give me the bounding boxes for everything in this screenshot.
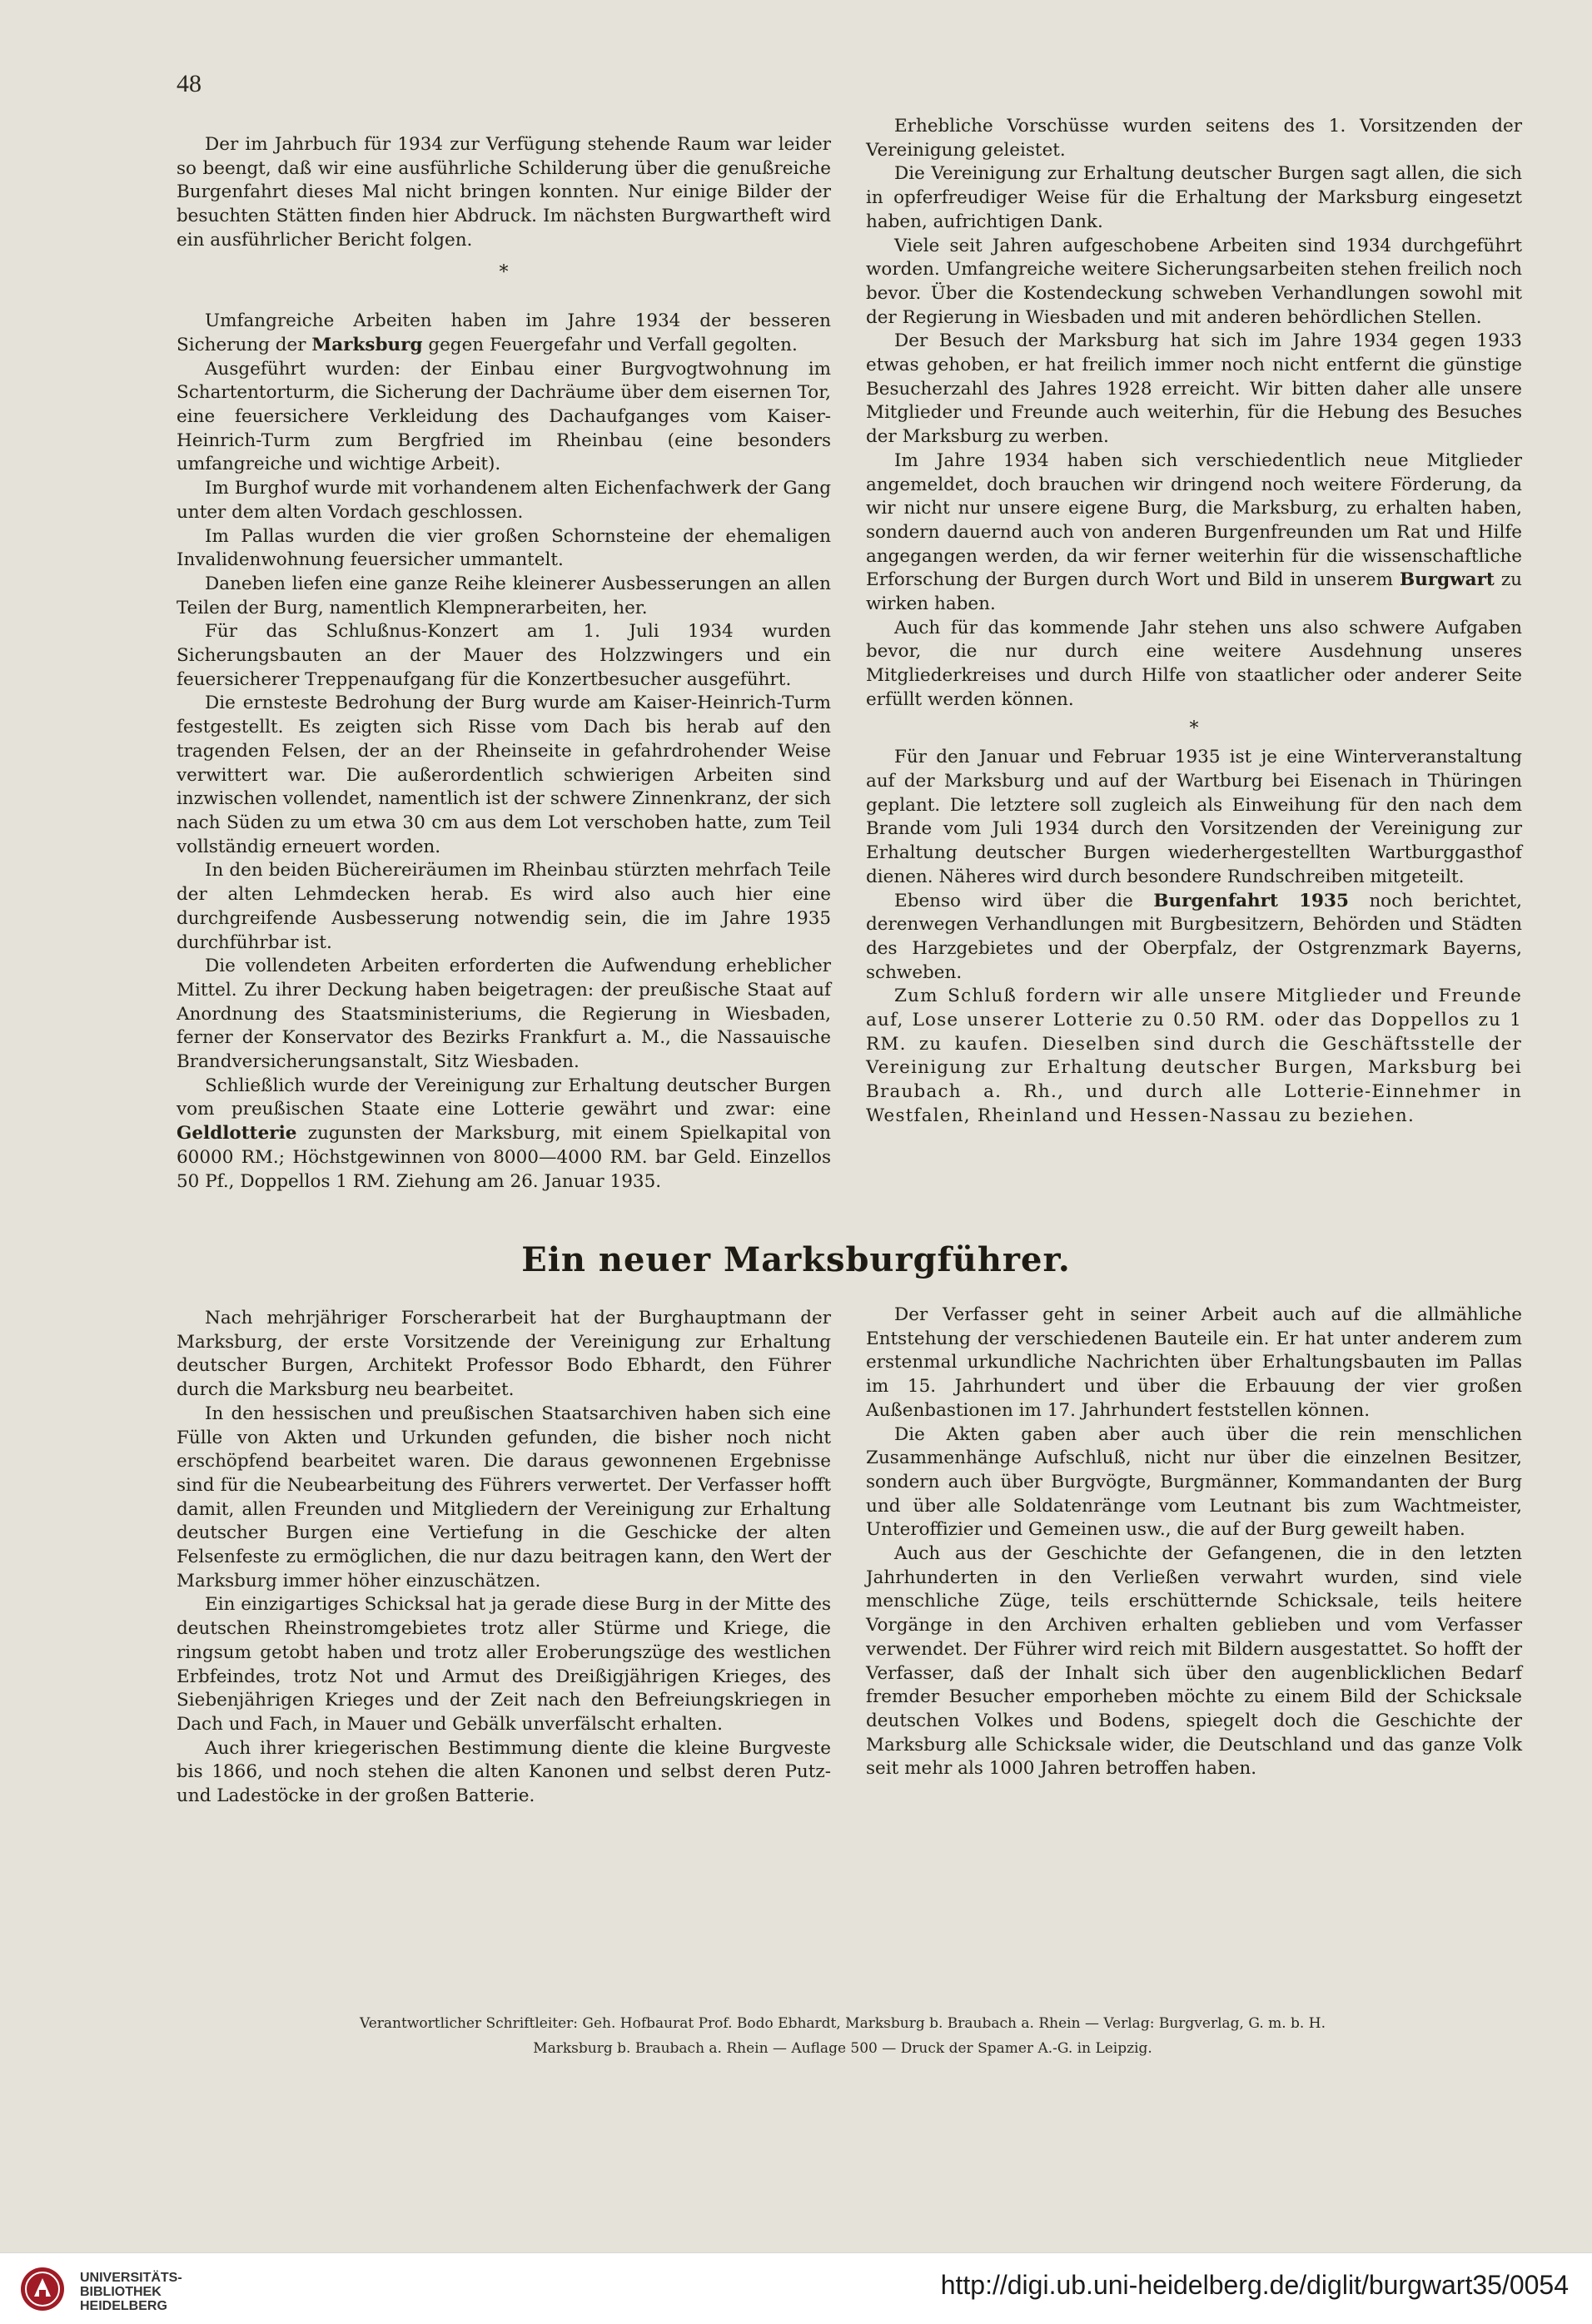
article-right-column [866,1304,1522,1781]
paragraph: Nach mehrjähriger Forscherarbeit hat der Burghauptmann der Marksburg, der erste Vorsitzende der Vereinigung zur Erhaltung deutscher Burgen, Architekt Professor Bodo Ebhardt, den Führer durch die Marksburg neu bearbeitet. [177,1308,831,1401]
paragraph: Viele seit Jahren aufgeschobene Arbeiten sind 1934 durchgeführt worden. Umfangreiche weitere Sicherungsarbeiten stehen freilich noch bevor. Über die Kostendeckung schweben Verhandlungen sowohl mit der Regierung in Wiesbaden und mit anderen behördlichen Stellen. [866,235,1522,328]
paragraph: Auch ihrer kriegerischen Bestimmung diente die kleine Burgveste bis 1866, und noch stehen die alten Kanonen und selbst deren Putz- und Ladestöcke in der großen Batterie. [177,1737,831,1807]
paragraph: Die ernsteste Bedrohung der Burg wurde am Kaiser-Heinrich-Turm festgestellt. Es zeigten sich Risse vom Dach bis herab auf den tragenden Felsen, der an der Rheinseite in gefahrdrohender Weise verwittert war. Die außerordentlich schwierigen Arbeiten sind inzwischen vollendet, namentlich ist der schwere Zinnenkranz, der sich nach Süden zu um etwa 30 cm aus dem Lot verschoben hatte, zum Teil vollständig erneuert worden. [177,693,831,857]
section-divider-star: * [499,261,509,283]
paragraph: Der Verfasser geht in seiner Arbeit auch auf die allmähliche Entstehung der verschiedenen Bauteile ein. Er hat unter anderem zum erstenmal urkundliche Nachrichten über Erhaltungsbauten im Pallas im 15. Jahrhundert und über die Erbauung der vier großen Außenbastionen im 17. Jahrhundert feststellen können. [866,1304,1522,1421]
top-left-column [177,133,831,1194]
paragraph: Erhebliche Vorschüsse wurden seitens des 1. Vorsitzenden der Vereinigung geleistet. [866,116,1522,161]
section-divider-star: * [1189,718,1199,739]
paragraph: In den hessischen und preußischen Staatsarchiven haben sich eine Fülle von Akten und Urkunden gefunden, die bisher noch nicht erschöpfend bearbeitet waren. Die daraus gewonnenen Ergebnisse sind für die Neubearbeitung des Führers verwertet. Der Verfasser hofft damit, allen Freunden und Mitgliedern der Vereinigung zur Erhaltung deutscher Burgen eine Vertiefung in die Geschicke der alten Felsenfeste zu ermöglichen, die nur dazu beitragen kann, den Wert der Marksburg immer höher einzuschätzen. [177,1403,831,1592]
university-seal-icon [20,2267,65,2312]
article-title: Ein neuer Marksburgführer. [521,1240,1071,1279]
library-bar [0,2252,1592,2324]
article-left-column [177,1307,831,1809]
library-name: UNIVERSITÄTS- BIBLIOTHEK HEIDELBERG [80,2271,182,2313]
paragraph: Auch für das kommende Jahr stehen uns also schwere Aufgaben bevor, die nur durch eine weitere Ausdehnung unseres Mitgliederkreises und durch Hilfe von staatlicher oder anderer Seite erfüllt werden können. [866,617,1522,710]
intro-paragraph: Der im Jahrbuch für 1934 zur Verfügung stehende Raum war leider so beengt, daß wir eine ausführliche Schilderung über die genußreiche Burgenfahrt dieses Mal nicht bringen konnten. Nur einige Bilder der besuchten Stätten finden hier Abdruck. Im nächsten Burgwartheft wird ein ausführlicher Bericht folgen. [177,134,831,251]
paragraph: Für den Januar und Februar 1935 ist je eine Winterveranstaltung auf der Marksburg und auf der Wartburg bei Eisenach in Thüringen geplant. Die letztere soll zugleich als Einweihung für den nach dem Brande vom Juli 1934 durch den Vorsitzenden der Vereinigung zur Erhaltung deutscher Burgen wiederhergestellten Wartburggasthof dienen. Näheres wird durch besondere Rundschreiben mitgeteilt. [866,747,1522,887]
paragraph: Die Vereinigung zur Erhaltung deutscher Burgen sagt allen, die sich in opferfreudiger Weise für die Erhaltung der Marksburg eingesetzt haben, aufrichtigen Dank. [866,163,1522,232]
paragraph: Daneben liefen eine ganze Reihe kleinerer Ausbesserungen an allen Teilen der Burg, namentlich Klempnerarbeiten, her. [177,573,831,618]
paragraph: Auch aus der Geschichte der Gefangenen, die in den letzten Jahrhunderten in den Verließen verwahrt wurden, sind viele menschliche Züge, teils erschütternde Schicksale, teils heitere Vorgänge in den Archiven erhalten geblieben und vom Verfasser verwendet. Der Führer wird reich mit Bildern ausgestattet. So hofft der Verfasser, daß der Inhalt sich über den augenblicklichen Bedarf fremder Besucher emporheben möchte zu einem Bild der Schicksale deutschen Volkes und Bodens, spiegelt doch die Geschichte der Marksburg alle Schicksale wider, die Deutschland und das ganze Volk seit mehr als 1000 Jahren betroffen haben. [866,1543,1522,1780]
imprint-line: Verantwortlicher Schriftleiter: Geh. Hofbaurat Prof. Bodo Ebhardt, Marksburg b. Braubach a. Rhein — Verlag: Burgverlag, G. m. b. H. [360,2015,1326,2032]
imprint-footer [177,2013,1509,2063]
paragraph: Für das Schlußnus-Konzert am 1. Juli 1934 wurden Sicherungsbauten an der Mauer des Holzzwingers und ein feuersicherer Treppenaufgang für die Konzertbesucher ausgeführt. [177,621,831,690]
paragraph: Zum Schluß fordern wir alle unsere Mitglieder und Freunde auf, Lose unserer Lotterie zu 0.50 RM. oder das Doppellos zu 1 RM. zu kaufen. Dieselben sind durch die Geschäftsstelle der Vereinigung zur Erhaltung deutscher Burgen, Marksburg bei Braubach a. Rh., und durch alle Lotterie-Einnehmer in Westfalen, Rheinland und Hessen-Nassau zu beziehen. [866,986,1522,1126]
paragraph: Die Akten gaben aber auch über die rein menschlichen Zusammenhänge Aufschluß, nicht nur über die einzelnen Besitzer, sondern auch über Burgvögte, Burgmänner, Kommandanten der Burg und über alle Soldatenränge vom Leutnant bis zum Wachtmeister, Unteroffizier und Gemeinen usw., die auf der Burg geweilt haben. [866,1423,1522,1541]
paragraph: Ausgeführt wurden: der Einbau einer Burgvogtwohnung im Schartentorturm, die Sicherung der Dachräume über dem eisernen Tor, eine feuersichere Verkleidung des Dachaufganges vom Kaiser-Heinrich-Turm zum Bergfried im Rheinbau (eine besonders umfangreiche und wichtige Arbeit). [177,358,831,475]
paragraph: Die vollendeten Arbeiten erforderten die Aufwendung erheblicher Mittel. Zu ihrer Deckung haben beigetragen: der preußische Staat auf Anordnung des Staatsministeriums, die Regierung in Wiesbaden, ferner der Konservator des Bezirks Frankfurt a. M., die Nassauische Brandversicherungsanstalt, Sitz Wiesbaden. [177,956,831,1073]
permalink-url[interactable]: http://digi.ub.uni-heidelberg.de/diglit/burgwart35/0054 [940,2270,1569,2300]
paragraph: Ein einzigartiges Schicksal hat ja gerade diese Burg in der Mitte des deutschen Rheinstromgebietes trotz aller Stürme und Kriege, die ringsum getobt haben und trotz aller Eroberungszüge des westlichen Erbfeindes, trotz Not und Armut des Dreißigjährigen Krieges, des Siebenjährigen Krieges und der Zeit nach den Befreiungskriegen in Dach und Fach, in Mauer und Gebälk unverfälscht erhalten. [177,1594,831,1735]
paragraph: Ebenso wird über die Burgenfahrt 1935 noch berichtet, derenwegen Verhandlungen mit Burgbesitzern, Behörden und Städten des Harzgebietes und der Oberpfalz, der Ostgrenzmark Bayerns, schweben. [866,890,1523,983]
paragraph: Umfangreiche Arbeiten haben im Jahre 1934 der besseren Sicherung der Marksburg gegen Feuergefahr und Verfall gegolten. [177,310,831,355]
imprint-line: Marksburg b. Braubach a. Rhein — Auflage 500 — Druck der Spamer A.-G. in Leipzig. [533,2040,1152,2057]
paragraph: Der Besuch der Marksburg hat sich im Jahre 1934 gegen 1933 etwas gehoben, er hat freilich immer noch nicht entfernt die günstige Besucherzahl des Jahres 1928 erreicht. Wir bitten daher alle unsere Mitglieder und Freunde auch weiterhin, für die Hebung des Besuches der Marksburg zu werben. [866,330,1522,448]
paragraph: Im Pallas wurden die vier großen Schornsteine der ehemaligen Invalidenwohnung feuersicher ummantelt. [177,525,831,571]
page-number: 48 [177,70,201,97]
paragraph: Im Jahre 1934 haben sich verschiedentlich neue Mitglieder angemeldet, doch brauchen wir dringend noch weitere Förderung, da wir nicht nur unsere eigene Burg, die Marksburg, zu erhalten haben, sondern dauernd auch von anderen Burgenfreunden um Rat und Hilfe angegangen werden, da wir ferner weiterhin für die wissenschaftliche Erforschung der Burgen durch Wort und Bild in unserem Burgwart zu wirken haben. [866,449,1522,615]
paragraph: In den beiden Büchereiräumen im Rheinbau stürzten mehrfach Teile der alten Lehmdecken herab. Es wird also auch hier eine durchgreifende Ausbesserung notwendig sein, die im Jahre 1935 durchführbar ist. [177,860,831,953]
paragraph: Schließlich wurde der Vereinigung zur Erhaltung deutscher Burgen vom preußischen Staate eine Lotterie gewährt und zwar: eine Geldlotterie zugunsten der Marksburg, mit einem Spielkapital von 60000 RM.; Höchstgewinnen von 8000—4000 RM. bar Geld. Einzellos 50 Pf., Doppellos 1 RM. Ziehung am 26. Januar 1935. [177,1075,831,1192]
paragraph: Im Burghof wurde mit vorhandenem alten Eichenfachwerk der Gang unter dem alten Vordach geschlossen. [177,478,831,523]
top-right-column [866,115,1522,1129]
